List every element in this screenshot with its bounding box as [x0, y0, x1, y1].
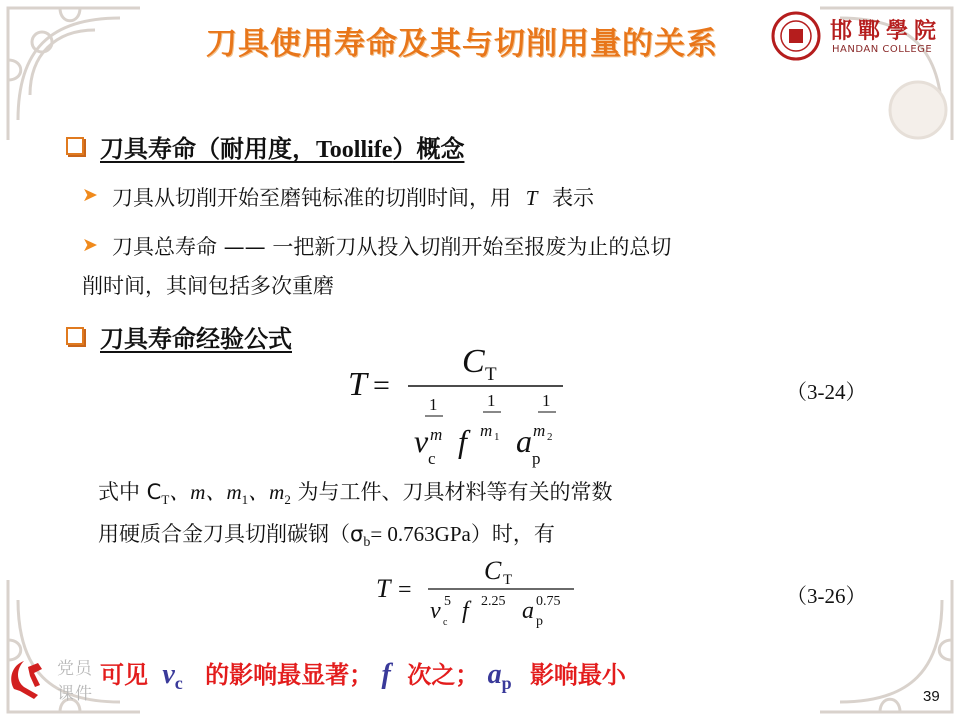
- svg-text:1: 1: [542, 391, 551, 410]
- slide-title: 刀具使用寿命及其与切削用量的关系: [206, 26, 718, 62]
- arrow-bullet-icon: ➤: [82, 234, 98, 256]
- bullet-total-life-line1: 刀具总寿命 —— 一把新刀从投入切削开始至报废为止的总切: [112, 235, 672, 259]
- svg-text:0.75: 0.75: [536, 594, 561, 609]
- svg-text:c: c: [428, 449, 436, 468]
- svg-text:m: m: [480, 421, 493, 440]
- logo-english-name: HANDAN COLLEGE: [832, 44, 933, 55]
- section-heading-tool-life-concept: 刀具寿命（耐用度，Toollife）概念: [100, 135, 465, 163]
- svg-text:1: 1: [494, 431, 500, 443]
- section-heading-empirical-formula: 刀具寿命经验公式: [100, 325, 292, 353]
- svg-text:c: c: [443, 617, 448, 628]
- svg-text:2: 2: [547, 431, 553, 443]
- constants-explanation: 式中 $C_T$、m、$m_1$、$m_2$ 为与工件、刀具材料等有关的常数: [98, 480, 613, 508]
- svg-text:1: 1: [487, 391, 496, 410]
- svg-text:v: v: [430, 598, 441, 624]
- equation-number-3-24: （3-24）: [786, 380, 867, 404]
- arrow-bullet-icon: ➤: [82, 184, 98, 206]
- svg-text:=: =: [373, 369, 390, 402]
- svg-text:C: C: [462, 343, 485, 380]
- svg-text:f: f: [458, 423, 467, 459]
- section-bullet-square-icon: [66, 137, 84, 155]
- party-emblem-icon: [4, 655, 50, 701]
- party-courseware-badge: 党员 课件: [57, 659, 93, 704]
- svg-text:p: p: [536, 614, 543, 629]
- college-seal-icon: [770, 10, 822, 62]
- equation-3-26: [370, 552, 590, 632]
- section-bullet-square-icon: [66, 327, 84, 345]
- bullet-tool-life-definition: 刀具从切削开始至磨钝标准的切削时间，用 T 表示: [112, 186, 595, 210]
- svg-text:v: v: [414, 423, 429, 459]
- svg-text:p: p: [532, 449, 541, 468]
- carbide-condition-text: 用硬质合金刀具切削碳钢$(\sigma_b= 0.763GPa)$时，有: [98, 522, 555, 551]
- svg-text:T: T: [485, 364, 497, 385]
- svg-text:C: C: [484, 556, 502, 585]
- svg-text:=: =: [398, 577, 412, 603]
- svg-text:T: T: [376, 574, 391, 603]
- equation-number-3-26: （3-26）: [786, 584, 867, 608]
- svg-text:m: m: [533, 421, 546, 440]
- svg-text:a: a: [522, 598, 534, 624]
- svg-text:f: f: [462, 598, 469, 624]
- svg-text:5: 5: [444, 594, 451, 609]
- logo-chinese-name: 邯鄲學院: [830, 18, 943, 44]
- conclusion-text: 可见 $v_c$ 的影响最显著； f 次之； $a_p$ 影响最小: [100, 659, 626, 693]
- svg-text:a: a: [516, 423, 532, 459]
- svg-text:m: m: [430, 425, 443, 444]
- svg-text:T: T: [348, 366, 367, 403]
- bullet-total-life-line2: 削时间，其间包括多次重磨: [82, 274, 334, 298]
- college-logo: [770, 10, 955, 62]
- equation-3-24: [340, 340, 580, 470]
- page-number: 39: [923, 688, 940, 705]
- corner-ornament-top-left: [0, 0, 150, 150]
- svg-text:T: T: [503, 572, 513, 588]
- svg-text:1: 1: [429, 395, 438, 414]
- svg-text:2.25: 2.25: [481, 594, 506, 609]
